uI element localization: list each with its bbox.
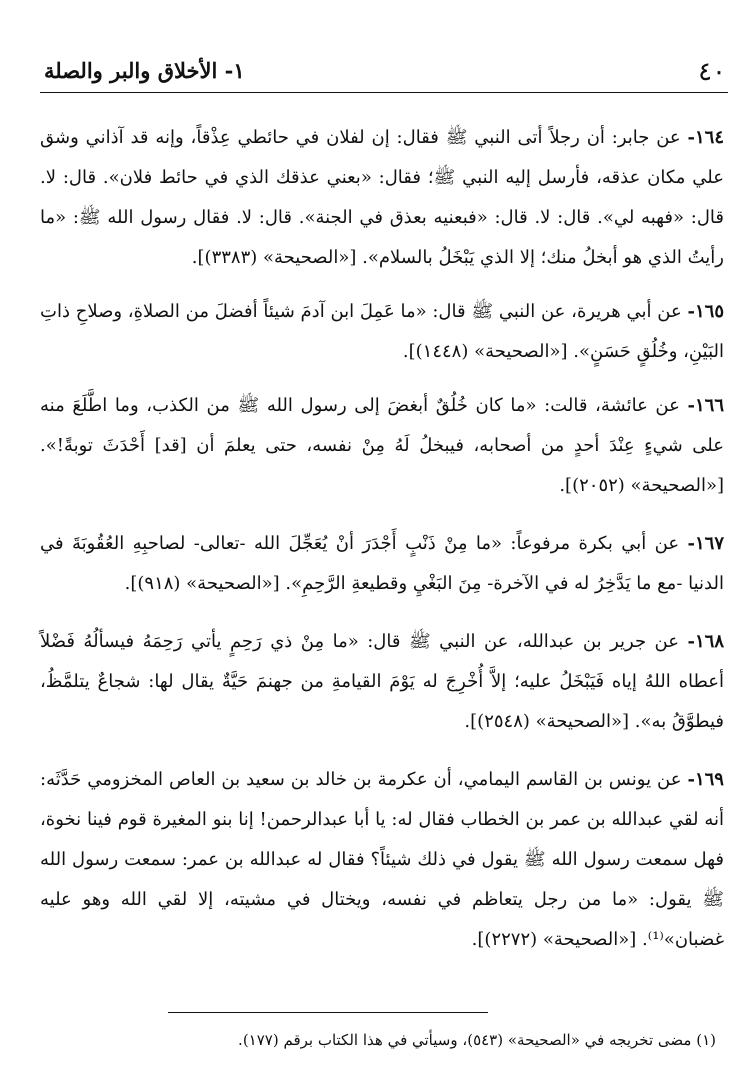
hadith-number: ١٦٦- [687,395,724,416]
hadith-entry-165 [40,292,724,372]
running-title: ١- الأخلاق والبر والصلة [44,58,245,83]
footnote: (١) مضى تخريجه في «الصحيحة» (٥٤٣)، وسيأتي في هذا الكتاب برقم (١٧٧). [238,1031,716,1049]
hadith-number: ١٦٨- [687,631,724,652]
hadith-list [40,118,724,978]
hadith-number: ١٦٥- [687,301,724,322]
hadith-text: عن يونس بن القاسم اليمامي، أن عكرمة بن خالد بن سعيد بن العاص المخزومي حَدَّثَه: أنه لقي عبدالله بن عمر بن الخطاب فقال له: يا أبا عبدالرحمن! إنا بنو المغيرة قوم فينا نخوة، فهل سمعت رسول الله ﷺ يقول في ذلك شيئاً؟ فقال له عبدالله بن عمر: سمعت رسول الله ﷺ يقول: «ما من رجل يتعاظم في نفسه، ويختال في مشيته، إلا لقي الله وهو عليه غضبان»⁽¹⁾. [«الصحيحة» (٢٢٧٢)]. [40,769,724,950]
page-number: ٤٠ [698,57,726,87]
hadith-entry-169 [40,760,724,960]
hadith-text: عن أبي بكرة مرفوعاً: «ما مِنْ ذَنْبٍ أَجْدَرَ أنْ يُعَجِّلَ الله -تعالى- لصاحبِهِ العُقُوبَةَ في الدنيا -مع ما يَدَّخِرُ له في الآخرة- مِنَ البَغْيِ وقطيعةِ الرَّحِمِ». [«الصحيحة» (٩١٨)]. [40,533,724,594]
page-header [40,46,728,93]
hadith-text: عن جابر: أن رجلاً أتى النبي ﷺ فقال: إن لفلان في حائطي عِذْقاً، وإنه قد آذاني وشق علي مكان عذقه، فأرسل إليه النبي ﷺ؛ فقال: «بعني عذقك الذي في حائط فلان». قال: لا. قال: «فهبه لي». قال: لا. قال: «فبعنيه بعذق في الجنة». قال: لا. فقال رسول الله ﷺ: «ما رأيتُ الذي هو أبخلُ منك؛ إلا الذي يَبْخَلُ بالسلام». [«الصحيحة» (٣٣٨٣)]. [40,127,724,268]
hadith-text: عن أبي هريرة، عن النبي ﷺ قال: «ما عَمِلَ ابن آدمَ شيئاً أفضلَ من الصلاةِ، وصلاحِ ذاتِ البَيْنِ، وخُلُقٍ حَسَنٍ». [«الصحيحة» (١٤٤٨)]. [40,301,724,362]
hadith-entry-167 [40,524,724,604]
hadith-number: ١٦٩- [687,769,724,790]
hadith-number: ١٦٤- [687,127,724,148]
hadith-number: ١٦٧- [687,533,724,554]
hadith-entry-166 [40,386,724,506]
hadith-text: عن جرير بن عبدالله، عن النبي ﷺ قال: «ما مِنْ ذي رَحِمٍ يأتي رَحِمَهُ فيسألُهُ فَضْلاً أعطاه اللهُ إياه فَيَبْخَلُ عليه؛ إلاَّ أُخْرِجَ له يَوْمَ القيامةِ من جهنمَ حَيَّةٌ يقال لها: شجاعٌ يتلمَّظُ، فيطوَّقُ به». [«الصحيحة» (٢٥٤٨)]. [40,631,724,732]
hadith-entry-164 [40,118,724,278]
footnote-divider [168,1012,488,1013]
hadith-text: عن عائشة، قالت: «ما كان خُلُقٌ أبغضَ إلى رسول الله ﷺ من الكذب، وما اطَّلَعَ منه على شيءٍ عِنْدَ أحدٍ من أصحابه، فيبخلُ لَهُ مِنْ نفسه، حتى يعلمَ أن [قد] أَحْدَثَ توبةً!». [«الصحيحة» (٢٠٥٢)]. [40,395,724,496]
hadith-entry-168 [40,622,724,742]
